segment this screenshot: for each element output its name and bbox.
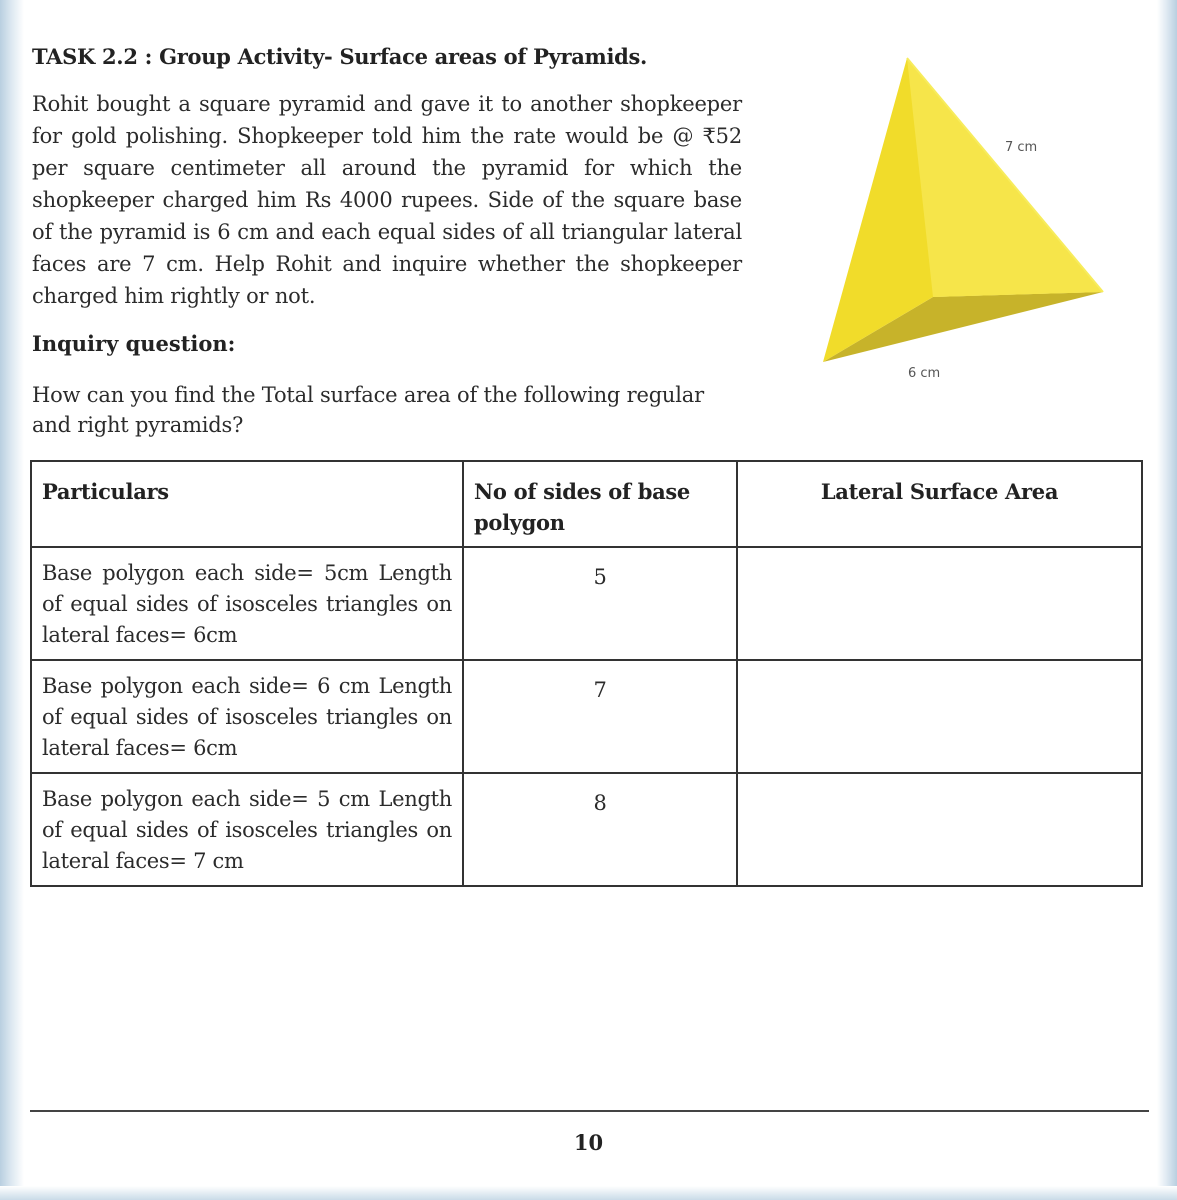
header-lsa: Lateral Surface Area <box>737 461 1142 547</box>
cell-particulars: Base polygon each side= 5 cm Length of equal sides of isosceles triangles on lateral faces= 7 cm <box>31 773 463 886</box>
task-title: TASK 2.2 : Group Activity- Surface areas of Pyramids. <box>32 44 648 69</box>
table-row <box>31 773 1142 886</box>
pyramid-table <box>30 460 1143 887</box>
edge-label: 7 cm <box>1005 140 1038 155</box>
cell-lsa <box>737 547 1142 660</box>
page-bottom-edge <box>0 1186 1177 1200</box>
cell-sides: 7 <box>463 660 737 773</box>
cell-lsa <box>737 660 1142 773</box>
task-paragraph: Rohit bought a square pyramid and gave it to another shopkeeper for gold polishing. Shopkeeper told him the rate would be @ ₹52 per square centimeter all around the pyramid for which the shopkeeper charged him Rs 4000 rupees. Side of the square base of the pyramid is 6 cm and each equal sides of all triangular lateral faces are 7 cm. Help Rohit and inquire whether the shopkeeper charged him rightly or not. <box>32 92 742 308</box>
table-row <box>31 660 1142 773</box>
inquiry-question: How can you find the Total surface area of the following regular and right pyramids? <box>32 383 704 437</box>
cell-lsa <box>737 773 1142 886</box>
cell-particulars: Base polygon each side= 6 cm Length of equal sides of isosceles triangles on lateral faces= 6cm <box>31 660 463 773</box>
table-header-row <box>31 461 1142 547</box>
cell-sides: 8 <box>463 773 737 886</box>
pyramid-figure <box>815 50 1115 395</box>
inquiry-heading: Inquiry question: <box>32 331 236 356</box>
cell-sides: 5 <box>463 547 737 660</box>
header-particulars: Particulars <box>31 461 463 547</box>
footer-divider <box>30 1110 1149 1112</box>
page-number: 10 <box>573 1130 604 1155</box>
base-label: 6 cm <box>908 366 941 381</box>
table-row <box>31 547 1142 660</box>
header-sides: No of sides of base polygon <box>463 461 737 547</box>
cell-particulars: Base polygon each side= 5cm Length of equal sides of isosceles triangles on lateral faces= 6cm <box>31 547 463 660</box>
page-left-edge <box>0 0 24 1200</box>
page-right-edge <box>1157 0 1177 1200</box>
